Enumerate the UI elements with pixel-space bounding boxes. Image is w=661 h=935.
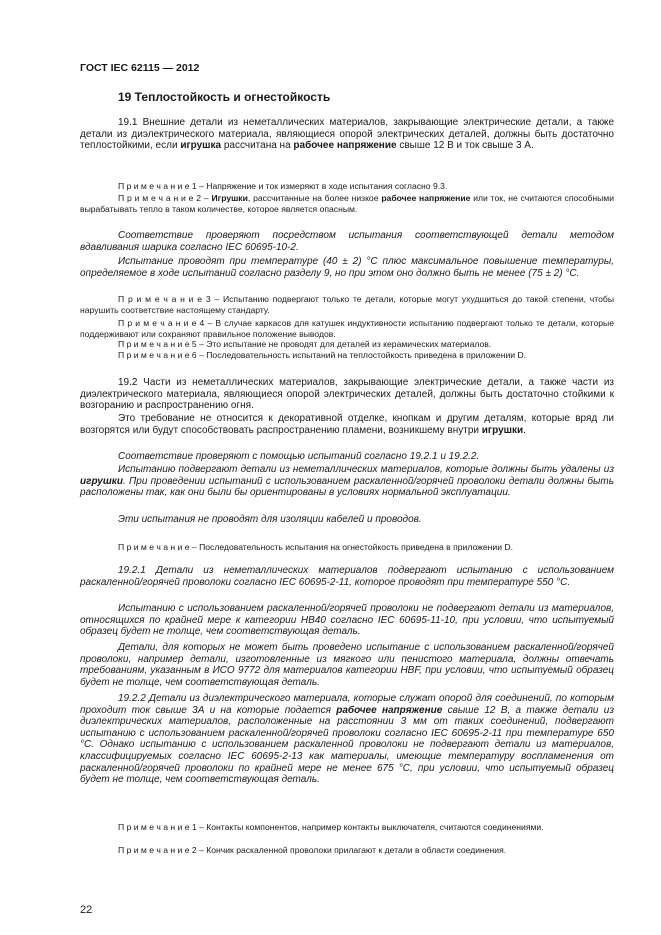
paragraph-19-2-2: 19.2.2 Детали из диэлектрического материала, которые служат опорой для соединений, по которым проходит ток свыше 3А и на которые подается рабочее напряжение свыше 12 В, а также детали из диэлектрических материалов, расположенные на расстоянии 3 мм от таких соединений, подвергают испытанию с использованием раскаленной/горячей проволоки согласно IEC 60695-2-11 при температуре 650 °С. Однако испытанию с использованием раскаленной проволоки не подвергают детали из материалов, классифицируемых согласно IEC 60695-2-13 как материалы, имеющие температуру воспламенения от раскаленной/горячей проволоки по крайней мере не менее 675 °С, при условии, что испытуемый образец будет не толще, чем соответствующая деталь. <box>80 693 614 786</box>
note-6: П р и м е ч а н и е 6 – Последовательность испытаний на теплостойкость приведена в приложении D. <box>118 350 527 360</box>
section-title: 19 Теплостойкость и огнестойкость <box>118 90 331 104</box>
paragraph-19-1: 19.1 Внешние детали из неметаллических материалов, закрывающие электрические детали, а также детали из диэлектрического материала, являющиеся опорой электрических деталей, должны быть достаточно теплостойкими, если игрушка рассчитана на рабочее напряжение свыше 12 В и ток свыше 3 А. <box>80 117 614 152</box>
note-2: П р и м е ч а н и е 2 – Игрушки, рассчитанные на более низкое рабочее напряжение или ток, не считаются способными вырабатывать тепло в таком количестве, которое является опасным. <box>80 193 615 214</box>
paragraph-19-2: 19.2 Части из неметаллических материалов, закрывающие электрические детали, а также части из диэлектрического материала, являющиеся опорой электрических деталей, должны быть достаточно стойкими к возгоранию и распространению огня. <box>80 377 614 412</box>
heat-test-conditions: Испытание проводят при температуре (40 ± 2) °С плюс максимальное повышение температуры, определяемое в ходе испытаний согласно разделу 9, но при этом оно должно быть не менее (75 ± 2) °С. <box>80 256 614 279</box>
note-5: П р и м е ч а н и е 5 – Это испытание не проводят для деталей из керамических материалов. <box>118 339 492 349</box>
paragraph-19-2-1-exception: Испытанию с использованием раскаленной/горячей проволоки не подвергают детали из материалов, относящихся по крайней мере к категории HB40 согласно IEC 60695-11-10, при условии, что испытуемый образец будет не толще, чем соответствующая деталь. <box>80 603 614 638</box>
paragraph-19-2-exception: Это требование не относится к декоративной отделке, кнопкам и другим деталям, которые вряд ли возгорятся или будут способствовать распространению пламени, возникшему внутри игрушки. <box>80 413 614 436</box>
note-wire-tip: П р и м е ч а н и е 2 – Кончик раскаленной проволоки прилагают к детали в области соединения. <box>118 845 507 855</box>
document-header: ГОСТ IEC 62115 — 2012 <box>80 62 200 74</box>
note-3: П р и м е ч а н и е 3 – Испытанию подвергают только те детали, которые могут ухудшиться до такой степени, чтобы нарушить соответствие настоящему стандарту. <box>80 294 614 315</box>
paragraph-19-2-removal: Испытанию подвергают детали из неметаллических материалов, которые должны быть удалены из игрушки. При проведении испытаний с использованием раскаленной/горячей проволоки детали должны быть расположены так, как они были бы ориентированы в условиях нормальной эксплуатации. <box>80 464 614 499</box>
note-1: П р и м е ч а н и е 1 – Напряжение и ток измеряют в ходе испытания согласно 9.3. <box>118 181 448 191</box>
page-number: 22 <box>80 904 93 916</box>
paragraph-19-2-1-soft-materials: Детали, для которых не может быть проведено испытание с использованием раскаленной/горячей проволоки, например детали, изготовленные из мягкого или пенистого материала, должны отвечать требованиям, указанным в ИСО 9772 для материалов категории HBF, при условии, что испытуемый образец будет не толще, чем соответствующая деталь. <box>80 642 614 688</box>
paragraph-19-2-1: 19.2.1 Детали из неметаллических материалов подвергают испытанию с использованием раскаленной/горячей проволоки согласно IEC 60695-2-11, которое проводят при температуре 550 °С. <box>80 565 614 588</box>
note-contacts: П р и м е ч а н и е 1 – Контакты компонентов, например контакты выключателя, считаются соединениями. <box>118 822 544 832</box>
compliance-fire-test: Соответствие проверяют с помощью испытаний согласно 19.2.1 и 19.2.2. <box>118 451 480 462</box>
note-fire-sequence: П р и м е ч а н и е – Последовательность испытания на огнестойкость приведена в приложении D. <box>118 542 514 552</box>
compliance-heat-test: Соответствие проверяют посредством испытания соответствующей детали методом вдавливания шарика согласно IEC 60695-10-2. <box>80 230 614 253</box>
paragraph-19-2-cables: Эти испытания не проводят для изоляции кабелей и проводов. <box>118 514 422 525</box>
note-4: П р и м е ч а н и е 4 – В случае каркасов для катушек индуктивности испытанию подвергают только те детали, которые поддерживают или сохраняют правильное положение выводов. <box>80 318 614 339</box>
